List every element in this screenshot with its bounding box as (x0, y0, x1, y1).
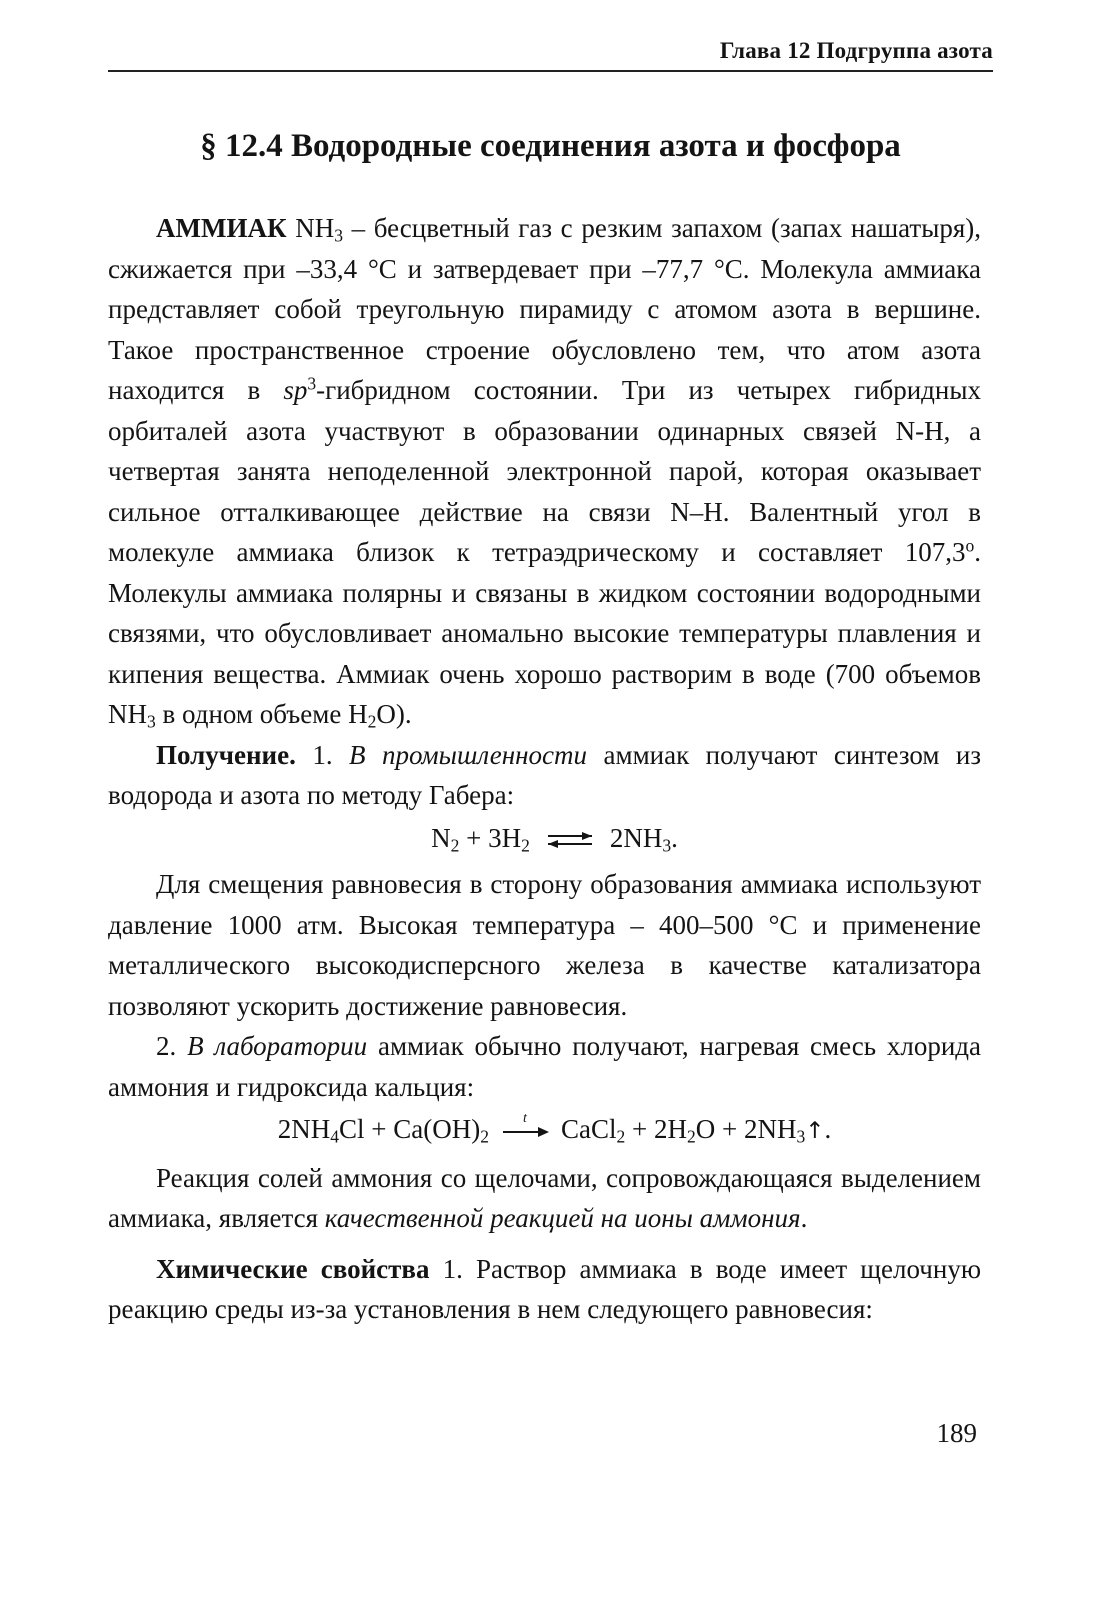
chemical-properties-paragraph: Химические свойства 1. Раствор аммиака в воде имеет щелочную реакцию среды из-за установления в нем следующего равновесия: (108, 1253, 982, 1324)
body-text (108, 208, 981, 1330)
gas-release-arrow-icon: ↑ (805, 1118, 825, 1144)
heating-arrow-icon (499, 1112, 551, 1142)
laboratory-equation: $2NH_4Cl + Ca(OH)_2$ t CaCl$_2$ + $2H_2O$ + $2NH_3↑$. (277, 1112, 832, 1147)
haber-equation: $N_2 + 3H_2$ $2NH_3$. (431, 822, 678, 855)
production-label: Получение. (156, 739, 296, 770)
header-rule (108, 70, 993, 72)
page-number: 189 (936, 1418, 977, 1448)
laboratory-paragraph: 2. В лаборатории аммиак обычно получают, нагревая смесь хлорида аммония и гидроксида кальция: (108, 1031, 982, 1102)
running-header: Глава 12 Подгруппа азота (719, 38, 993, 63)
section-title: § 12.4 Водородные соединения азота и фосфора (200, 128, 901, 164)
production-paragraph: Получение. 1. В промышленности аммиак получают синтезом из водорода и азота по методу Габера: (108, 739, 981, 810)
heating-label: t (523, 1112, 527, 1126)
equilibrium-arrows-icon (544, 829, 596, 851)
qualitative-reaction-paragraph: Реакция солей аммония со щелочами, сопровождающаяся выделением аммиака, является качественной реакцией на ионы аммония. (108, 1162, 981, 1233)
equilibrium-conditions-paragraph: Для смещения равновесия в сторону образования аммиака используют давление 1000 атм. Высокая температура – 400–500 °С и применение металлического высокодисперсного железа в качестве катализатора позволяют ускорить достижение равновесия. (108, 869, 981, 1021)
chemical-properties-label: Химические свойства (156, 1253, 430, 1284)
ammonia-term: АММИАК (156, 213, 287, 243)
ammonia-paragraph: АММИАК $NH_3$ – бесцветный газ с резким запахом (запах нашатыря), сжижается при –33,4 °С и затвердевает при –77,7 °С. Молекула аммиака представляет собой треугольную пирамиду с атомом азота в вершине. Такое пространственное строение обусловлено тем, что атом азота находится в $sp^3$-гибридном состоянии. Три из четырех гибридных орбиталей азота участвуют в образовании одинарных связей N-H, а четвертая занята неподеленной электронной парой, которая оказывает сильное отталкивающее действие на связи N–H. Валентный угол в молекуле аммиака близок к тетраэдрическому и составляет 107,3$^o$. Молекулы аммиака полярны и связаны в жидком состоянии водородными связями, что обусловливает аномально высокие температуры плавления и кипения вещества. Аммиак очень хорошо растворим в воде (700 объемов $NH_3$ в одном объеме $H_2O$). (108, 213, 981, 732)
